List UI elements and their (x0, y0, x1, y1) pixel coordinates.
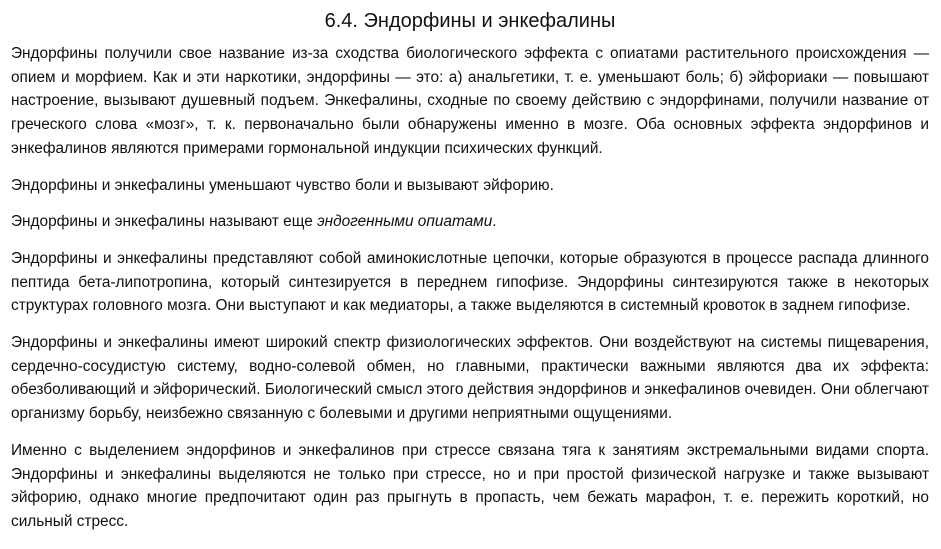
paragraph-summary: Эндорфины и энкефалины уменьшают чувство боли и вызывают эйфорию. (11, 176, 554, 194)
paragraph-endogenous-opiates (11, 210, 929, 234)
section-title: 6.4. Эндорфины и энкефалины (324, 10, 616, 32)
paragraph-effects: Эндорфины и энкефалины имеют широкий спектр физиологических эффектов. Они воздействуют на системы пищеварения, сердечно-сосудистую систему, водно-солевой обмен, но главными, практически важными являются два их эффекта: обезболивающий и эйфорический. Биологический смысл этого действия эндорфинов и энкефалинов очевиден. Они облегчают организму борьбу, неизбежно связанную с болевыми и другими неприятными ощущениями. (11, 334, 929, 423)
paragraph-stress: Именно с выделением эндорфинов и энкефалинов при стрессе связана тяга к занятиям экстремальными видами спорта. Эндорфины и энкефалины выделяются не только при стрессе, но и при простой физической нагрузке и также вызывают эйфорию, однако многие предпочитают один раз прыгнуть в пропасть, чем бежать марафон, т. е. пережить короткий, но сильный стресс. (11, 441, 929, 530)
paragraph-text: Эндорфины и энкефалины называют еще (11, 213, 318, 231)
emphasized-term: эндогенными опиатами (317, 213, 493, 231)
paragraph-synthesis: Эндорфины и энкефалины представляют собой аминокислотные цепочки, которые образуются в процессе распада длинного пептида бета-липотропина, который синтезируется в переднем гипофизе. Эндорфины синтезируются также в некоторых структурах головного мозга. Они выступают и как медиаторы, а также выделяются в системный кровоток в заднем гипофизе. (11, 249, 929, 315)
paragraph-intro: Эндорфины получили свое название из-за сходства биологического эффекта с опиатами растительного происхождения — опием и морфием. Как и эти наркотики, эндорфины — это: а) анальгетики, т. е. уменьшают боль; б) эйфориаки — повышают настроение, вызывают душевный подъем. Энкефалины, сходные по своему действию с эндорфинами, получили название от греческого слова «мозг», т. к. первоначально были обнаружены именно в мозге. Оба основных эффекта эндорфинов и энкефалинов являются примерами гормональной индукции психических функций. (11, 45, 929, 157)
paragraph-text-end: . (492, 213, 497, 231)
